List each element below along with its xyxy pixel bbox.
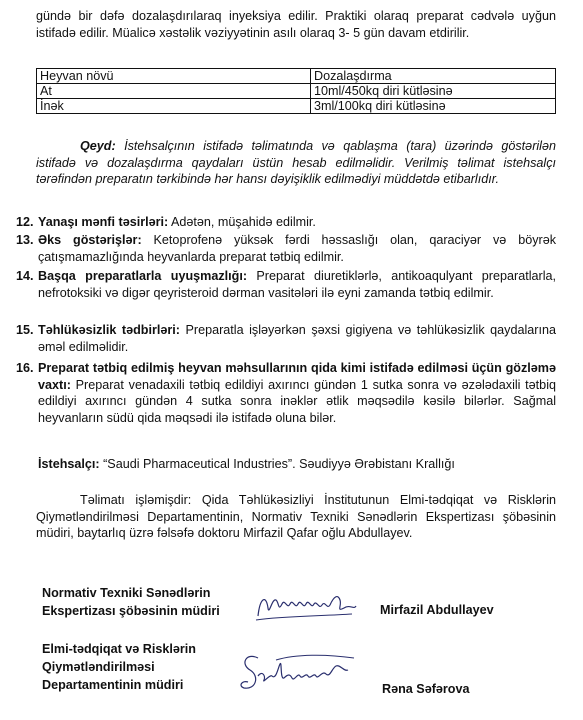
item-number: 14. bbox=[16, 269, 34, 283]
signature-image bbox=[252, 586, 364, 626]
table-header-cell: Dozalaşdırma bbox=[311, 69, 556, 84]
dosage-table bbox=[36, 68, 556, 114]
signature-title-line: Normativ Texniki Sənədlərin bbox=[42, 586, 211, 600]
note-label: Qeyd: bbox=[80, 139, 116, 153]
table-cell: İnək bbox=[37, 99, 311, 114]
item-text: Preparat diuretiklərlə, antikoaqulyant preparatlarla, nefrotoksiki və digər qeyristeroid dərman vasitələri ilə eyni zamanda tətbiq edilmir. bbox=[38, 269, 556, 300]
item-text: Preparatla işləyərkən şəxsi gigiyena və təhlükəsizlik qaydalarına əməl edilməlidir. bbox=[38, 323, 556, 354]
signature-title-line: Elmi-tədqiqat və Risklərin bbox=[42, 642, 196, 656]
item-title: Preparat tətbiq edilmiş heyvan məhsullarının qida kimi istifadə edilməsi üçün gözləmə vaxtı: bbox=[38, 361, 556, 392]
item-title: Əks göstərişlər: bbox=[38, 233, 142, 247]
table-row bbox=[37, 99, 556, 114]
table-header-cell: Heyvan növü bbox=[37, 69, 311, 84]
table-cell: 3ml/100kq diri kütləsinə bbox=[311, 99, 556, 114]
list-item bbox=[16, 268, 556, 301]
signature-name: Rəna Səfərova bbox=[382, 682, 470, 696]
item-number: 12. bbox=[16, 215, 34, 229]
prepared-by-paragraph: Təlimatı işləmişdir: Qida Təhlükəsizliyi İnstitutunun Elmi-tədqiqat və Risklərin Qiymətləndirilməsi Departamentinin, Normativ Texniki Sənədlərin Ekspertizası şöbəsinin müdiri, baytarlıq üzrə fəlsəfə doktoru Mirfazil Qafar oğlu Abdullayev. bbox=[36, 493, 556, 540]
item-number: 16. bbox=[16, 361, 34, 375]
item-title: Yanaşı mənfi təsirləri: bbox=[38, 215, 169, 229]
item-number: 13. bbox=[16, 233, 34, 247]
table-cell: At bbox=[37, 84, 311, 99]
signature-title bbox=[42, 584, 272, 620]
table-cell: 10ml/450kq diri kütləsinə bbox=[311, 84, 556, 99]
note-paragraph bbox=[36, 138, 556, 188]
item-title: Təhlükəsizlik tədbirləri: bbox=[38, 323, 180, 337]
intro-paragraph: gündə bir dəfə dozalaşdırılaraq inyeksiya edilir. Praktiki olaraq preparat cədvələ uyğun istifadə edilir. Müalicə xəstəlik vəziyyətinin asılı olaraq 3- 5 gün davam etdirilir. bbox=[36, 9, 556, 40]
signature-name: Mirfazil Abdullayev bbox=[380, 603, 494, 617]
manufacturer-line bbox=[38, 456, 556, 473]
item-number: 15. bbox=[16, 323, 34, 337]
signature-title-line: Qiymətləndirilməsi bbox=[42, 660, 155, 674]
signature-image bbox=[236, 646, 358, 702]
item-text: Adətən, müşahidə edilmir. bbox=[168, 215, 316, 229]
manufacturer-label: İstehsalçı: bbox=[38, 457, 100, 471]
item-title: Başqa preparatlarla uyuşmazlığı: bbox=[38, 269, 248, 283]
signature-title-line: Departamentinin müdiri bbox=[42, 678, 184, 692]
table-row bbox=[37, 84, 556, 99]
item-text: Preparat venadaxili tətbiq edildiyi axırıncı gündən 1 sutka sonra və əzələdaxili tətbiq edildiyi axırıncı gündən 4 sutka sonra inəklər ətlik məqsədilə kəsilə bilərlər. Sağmal heyvanların südü qida məqsədi ilə istifadə oluna bilər. bbox=[38, 377, 556, 425]
signature-title-line: Ekspertizası şöbəsinin müdiri bbox=[42, 604, 220, 618]
item-text: Ketoprofenə yüksək fərdi həssaslığı olan, qaraciyər və böyrək çatışmamazlığında heyvanlarda preparat tətbiq edilmir. bbox=[38, 233, 556, 264]
manufacturer-text: “Saudi Pharmaceutical Industries”. Səudiyyə Ərəbistanı Krallığı bbox=[99, 457, 455, 471]
note-text: İstehsalçının istifadə təlimatında və qablaşma (tara) üzərində göstərilən istifadə və dozalaşdırma qaydaları üstün hesab edilməlidir. Verilmiş təlimat istehsalçı tərəfindən preparatın tərkibində hər hansı dəyişiklik edilmədiyi müddətdə etibarlıdır. bbox=[36, 139, 556, 186]
list-item bbox=[16, 232, 556, 265]
list-item bbox=[16, 360, 556, 426]
table-header-row bbox=[37, 69, 556, 84]
list-item bbox=[16, 322, 556, 355]
list-item bbox=[16, 214, 556, 231]
